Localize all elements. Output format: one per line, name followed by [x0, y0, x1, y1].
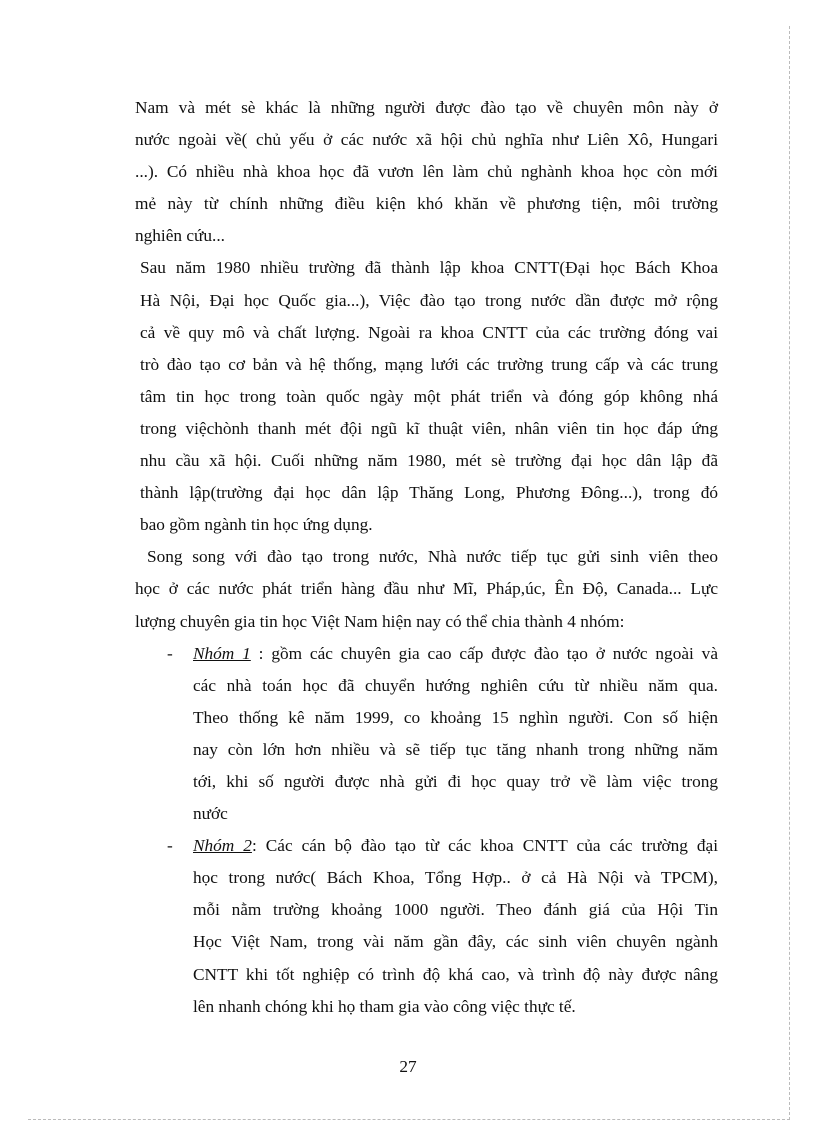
text-line: học trong nước( Bách Khoa, Tổng Hợp.. ở cả Hà Nội và TPCM), — [193, 868, 718, 888]
paragraph-2 — [135, 252, 718, 541]
text-line: trò đào tạo cơ bản và hệ thống, mạng lưới các trường trung cấp và các trung — [140, 354, 718, 374]
text-line: mỗi nằm trường khoảng 1000 người. Theo đánh giá của Hội Tin — [193, 900, 718, 920]
text-line: nhu cầu xã hội. Cuối những năm 1980, mét sè trường đại học dân lập đã — [140, 451, 718, 471]
group-intro: : Các cán bộ đào tạo từ các khoa CNTT của các trường đại — [251, 836, 718, 856]
paragraph-3 — [135, 541, 718, 637]
group-name: Nhóm 1 — [193, 643, 251, 663]
text-line: tâm tin học trong toàn quốc ngày một phát triển và đóng góp không nhá — [140, 386, 718, 406]
text-line: nước ngoài về( chủ yếu ở các nước xã hội chủ nghĩa như Liên Xô, Hungari — [135, 130, 718, 150]
group-intro: : gồm các chuyên gia cao cấp được đào tạo ở nước ngoài và — [250, 643, 718, 663]
text-line: thành lập(trường đại học dân lập Thăng Long, Phương Đông...), trong đó — [140, 483, 718, 503]
document-body — [135, 92, 718, 1023]
text-line: học ở các nước phát triển hàng đầu như Mĩ, Pháp,úc, Ên Độ, Canada... Lực — [135, 579, 718, 599]
page-number: 27 — [399, 1057, 417, 1076]
list-item-group-2 — [135, 830, 718, 1023]
text-line: nay còn lớn hơn nhiều và sẽ tiếp tục tăng nhanh trong những năm — [193, 739, 718, 759]
text-line: Hà Nội, Đại học Quốc gia...), Việc đào tạo trong nước dần được mở rộng — [140, 290, 718, 310]
list-item-group-1 — [135, 638, 718, 831]
text-line: cả về quy mô và chất lượng. Ngoài ra khoa CNTT của các trường đóng vai — [140, 322, 718, 342]
text-line: tới, khi số người được nhà gửi đi học quay trở về làm việc trong — [193, 771, 718, 791]
text-line: nghiên cứu... — [135, 226, 225, 246]
text-line: lượng chuyên gia tin học Việt Nam hiện nay có thể chia thành 4 nhóm: — [135, 611, 625, 631]
text-line: Theo thống kê năm 1999, co khoảng 15 nghìn người. Con số hiện — [193, 707, 718, 727]
text-line: các nhà toán học đã chuyển hướng nghiên cứu từ nhiều năm qua. — [193, 675, 718, 695]
text-line: trong việchònh thanh mét đội ngũ kĩ thuật viên, nhân viên tin học đáp ứng — [140, 418, 718, 438]
text-line: lên nhanh chóng khi họ tham gia vào công việc thực tế. — [193, 996, 576, 1016]
text-line: ...). Có nhiều nhà khoa học đã vươn lên làm chủ nghành khoa học còn mới — [135, 162, 718, 182]
list-bullet: - — [167, 836, 173, 856]
text-line: Học Việt Nam, trong vài năm gần đây, các sinh viên chuyên ngành — [193, 932, 718, 952]
group-list — [135, 638, 718, 1023]
group-name: Nhóm 2 — [193, 836, 252, 856]
text-line: bao gồm ngành tin học ứng dụng. — [140, 515, 373, 535]
text-line: CNTT khi tốt nghiệp có trình độ khá cao, và trình độ này được nâng — [193, 964, 718, 984]
text-line: mẻ này từ chính những điều kiện khó khăn về phương tiện, môi trường — [135, 194, 718, 214]
text-line — [193, 638, 718, 670]
paragraph-1 — [135, 92, 718, 252]
text-line — [193, 830, 718, 862]
list-bullet: - — [167, 643, 173, 663]
text-line: Nam và mét sè khác là những người được đào tạo về chuyên môn này ở — [135, 98, 718, 117]
text-line: nước — [193, 804, 228, 824]
text-line: Song song với đào tạo trong nước, Nhà nước tiếp tục gửi sinh viên theo — [147, 547, 718, 567]
text-line: Sau năm 1980 nhiều trường đã thành lập khoa CNTT(Đại học Bách Khoa — [140, 258, 718, 278]
